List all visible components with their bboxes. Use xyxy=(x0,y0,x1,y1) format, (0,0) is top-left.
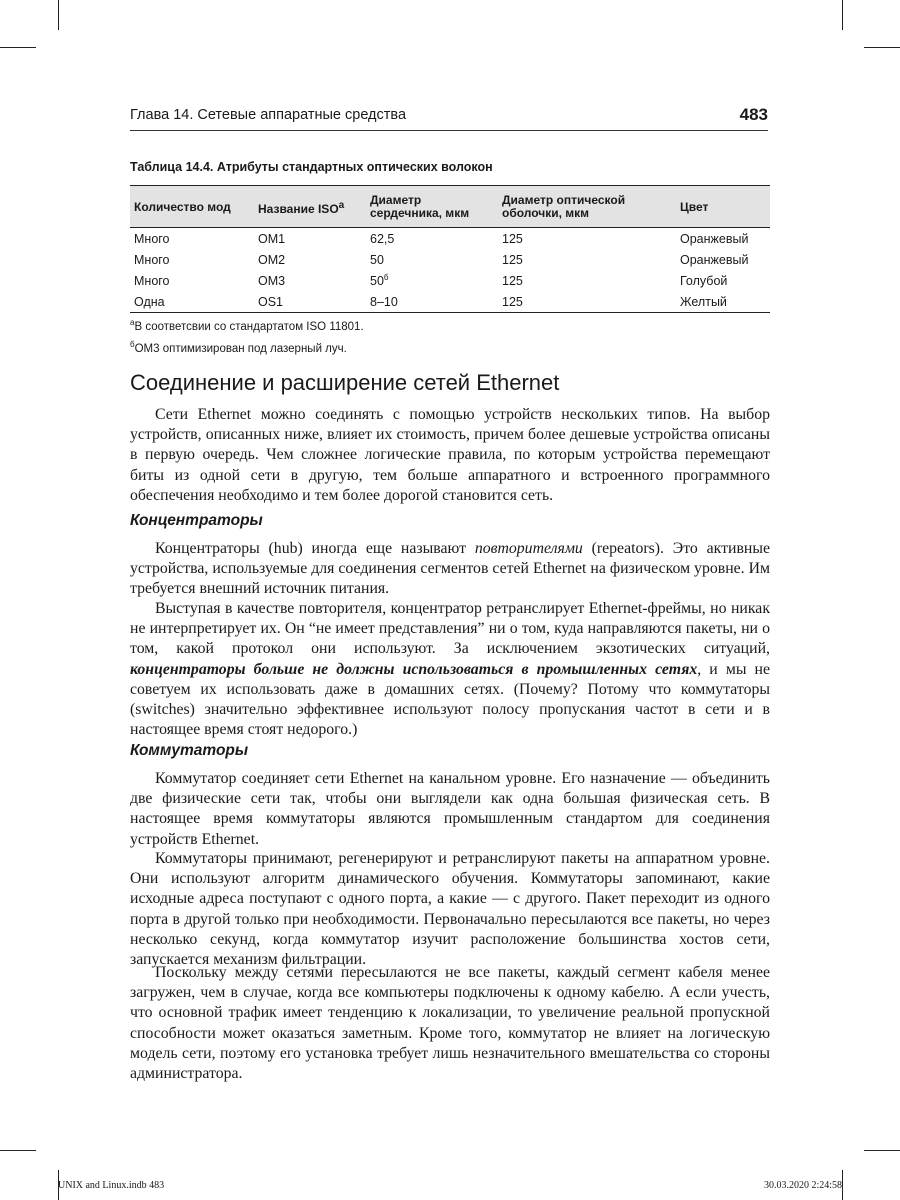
table-row xyxy=(130,228,770,250)
table-caption: Таблица 14.4. Атрибуты стандартных оптических волокон xyxy=(130,160,493,174)
emphasis: повторителями xyxy=(474,540,583,557)
table-row xyxy=(130,270,770,291)
running-head xyxy=(130,106,768,131)
table-row xyxy=(130,249,770,270)
table-cell: 125 xyxy=(502,273,523,288)
column-header: Диаметр сердечника, мкм xyxy=(370,193,470,220)
table-cell: Одна xyxy=(134,294,165,309)
footnote-mark: б xyxy=(383,272,389,282)
body-paragraph: Поскольку между сетями пересылаются не все пакеты, каждый сегмент кабеля менее загружен, чем в случае, когда все компьютеры подключены к одному кабелю. А если учесть, что основной трафик имеет тенденцию к локализации, то увеличение реальной пропускной способности может оказаться заметным. Кроме того, коммутатор не влияет на логическую модель сети, поэтому его установка требует лишь незначительного вмешательства со стороны администратора. xyxy=(130,964,770,1083)
table-row xyxy=(130,291,770,313)
crop-mark xyxy=(864,47,900,48)
table-cell: Много xyxy=(134,252,170,267)
table-cell: 125 xyxy=(502,252,523,267)
footnote-mark: a xyxy=(338,199,345,211)
crop-mark xyxy=(842,0,843,30)
table-cell: Голубой xyxy=(680,273,728,288)
subheading-switches: Коммутаторы xyxy=(130,742,249,759)
fiber-attributes-table xyxy=(130,185,770,313)
table-cell: 125 xyxy=(502,294,523,309)
crop-mark xyxy=(0,47,36,48)
table-cell: Оранжевый xyxy=(680,231,749,246)
table-header-row xyxy=(130,186,770,228)
crop-mark xyxy=(58,0,59,30)
column-header: Количество мод xyxy=(134,199,231,214)
emphasis: концентраторы больше не должны использоваться в промышленных сетях xyxy=(130,660,698,678)
column-header: Название ISO$^a$ xyxy=(258,199,345,216)
table-cell: 50 xyxy=(370,252,384,267)
table-footnote: $^б$OM3 оптимизирован под лазерный луч. xyxy=(130,340,347,355)
chapter-title: Глава 14. Сетевые аппаратные средства xyxy=(130,107,407,123)
column-header: Диаметр оптической оболочки, мкм xyxy=(502,193,626,220)
body-paragraph: Коммутаторы принимают, регенерируют и ретранслируют пакеты на аппаратном уровне. Они используют алгоритм динамического обучения. Коммутаторы запоминают, какие исходные адреса поступают с одного порта, а какие — с другого. Пакет переходит из одного порта в другой только при необходимости. Первоначально пересылаются все пакеты, но через несколько секунд, когда коммутатор изучит расположение большинства хостов сети, запускается механизм фильтрации. xyxy=(130,850,770,969)
body-paragraph: Коммутатор соединяет сети Ethernet на канальном уровне. Его назначение — объединить две физические сети так, чтобы они выглядели как одна большая физическая сеть. В настоящее время коммутаторы являются промышленным стандартом для соединения устройств Ethernet. xyxy=(130,770,770,848)
table-cell: Оранжевый xyxy=(680,252,749,267)
crop-mark xyxy=(864,1150,900,1151)
table-cell: 8–10 xyxy=(370,294,398,309)
table-cell: Много xyxy=(134,231,170,246)
intro-paragraph: Сети Ethernet можно соединять с помощью устройств нескольких типов. На выбор устройств, описанных ниже, влияет их стоимость, причем более дешевые устройства описаны в первую очередь. Чем сложнее логические правила, по которым устройства перемещают биты из одной сети в другую, тем больше аппаратного и встроенного программного обеспечения необходимо и тем более дорогой становится сеть. xyxy=(130,406,770,504)
page-number: 483 xyxy=(739,105,768,124)
crop-mark xyxy=(842,1170,843,1200)
table-cell: OM2 xyxy=(258,252,286,267)
section-heading: Соединение и расширение сетей Ethernet xyxy=(130,370,560,395)
table-footnote: $^а$В соответсвии со стандартатом ISO 11801. xyxy=(130,318,364,333)
table-cell: 125 xyxy=(502,231,523,246)
print-slug-date: 30.03.2020 2:24:58 xyxy=(763,1180,842,1191)
body-paragraph: Концентраторы (hub) иногда еще называют повторителями (repeators). Это активные устройства, используемые для соединения сегментов сетей Ethernet на физическом уровне. Им требуется внешний источник питания. xyxy=(130,540,770,598)
table-cell: OM3 xyxy=(258,273,286,288)
subheading-hubs: Концентраторы xyxy=(130,512,263,529)
table-cell: Много xyxy=(134,273,170,288)
print-slug-file: UNIX and Linux.indb 483 xyxy=(58,1180,165,1191)
table-cell: OS1 xyxy=(258,294,284,309)
crop-mark xyxy=(0,1150,36,1151)
table-cell: 62,5 xyxy=(370,231,395,246)
table-cell: Желтый xyxy=(680,294,727,309)
body-paragraph: Выступая в качестве повторителя, концентратор ретранслирует Ethernet-фреймы, но никак не интерпретирует их. Он “не имеет представления” ни о том, куда направляются пакеты, ни о том, какой протокол они используют. За исключением экзотических ситуаций, концентраторы больше не должны использоваться в промышленных сетях, и мы не советуем их использовать даже в домашних сетях. (Почему? Потому что коммутаторы (switches) значительно эффективнее используют полосу пропускания частот в сети и в настоящее время стоят недорого.) xyxy=(130,600,770,739)
column-header: Цвет xyxy=(680,199,709,214)
table-cell: OM1 xyxy=(258,231,286,246)
table-cell: $50^б$ xyxy=(370,272,389,289)
